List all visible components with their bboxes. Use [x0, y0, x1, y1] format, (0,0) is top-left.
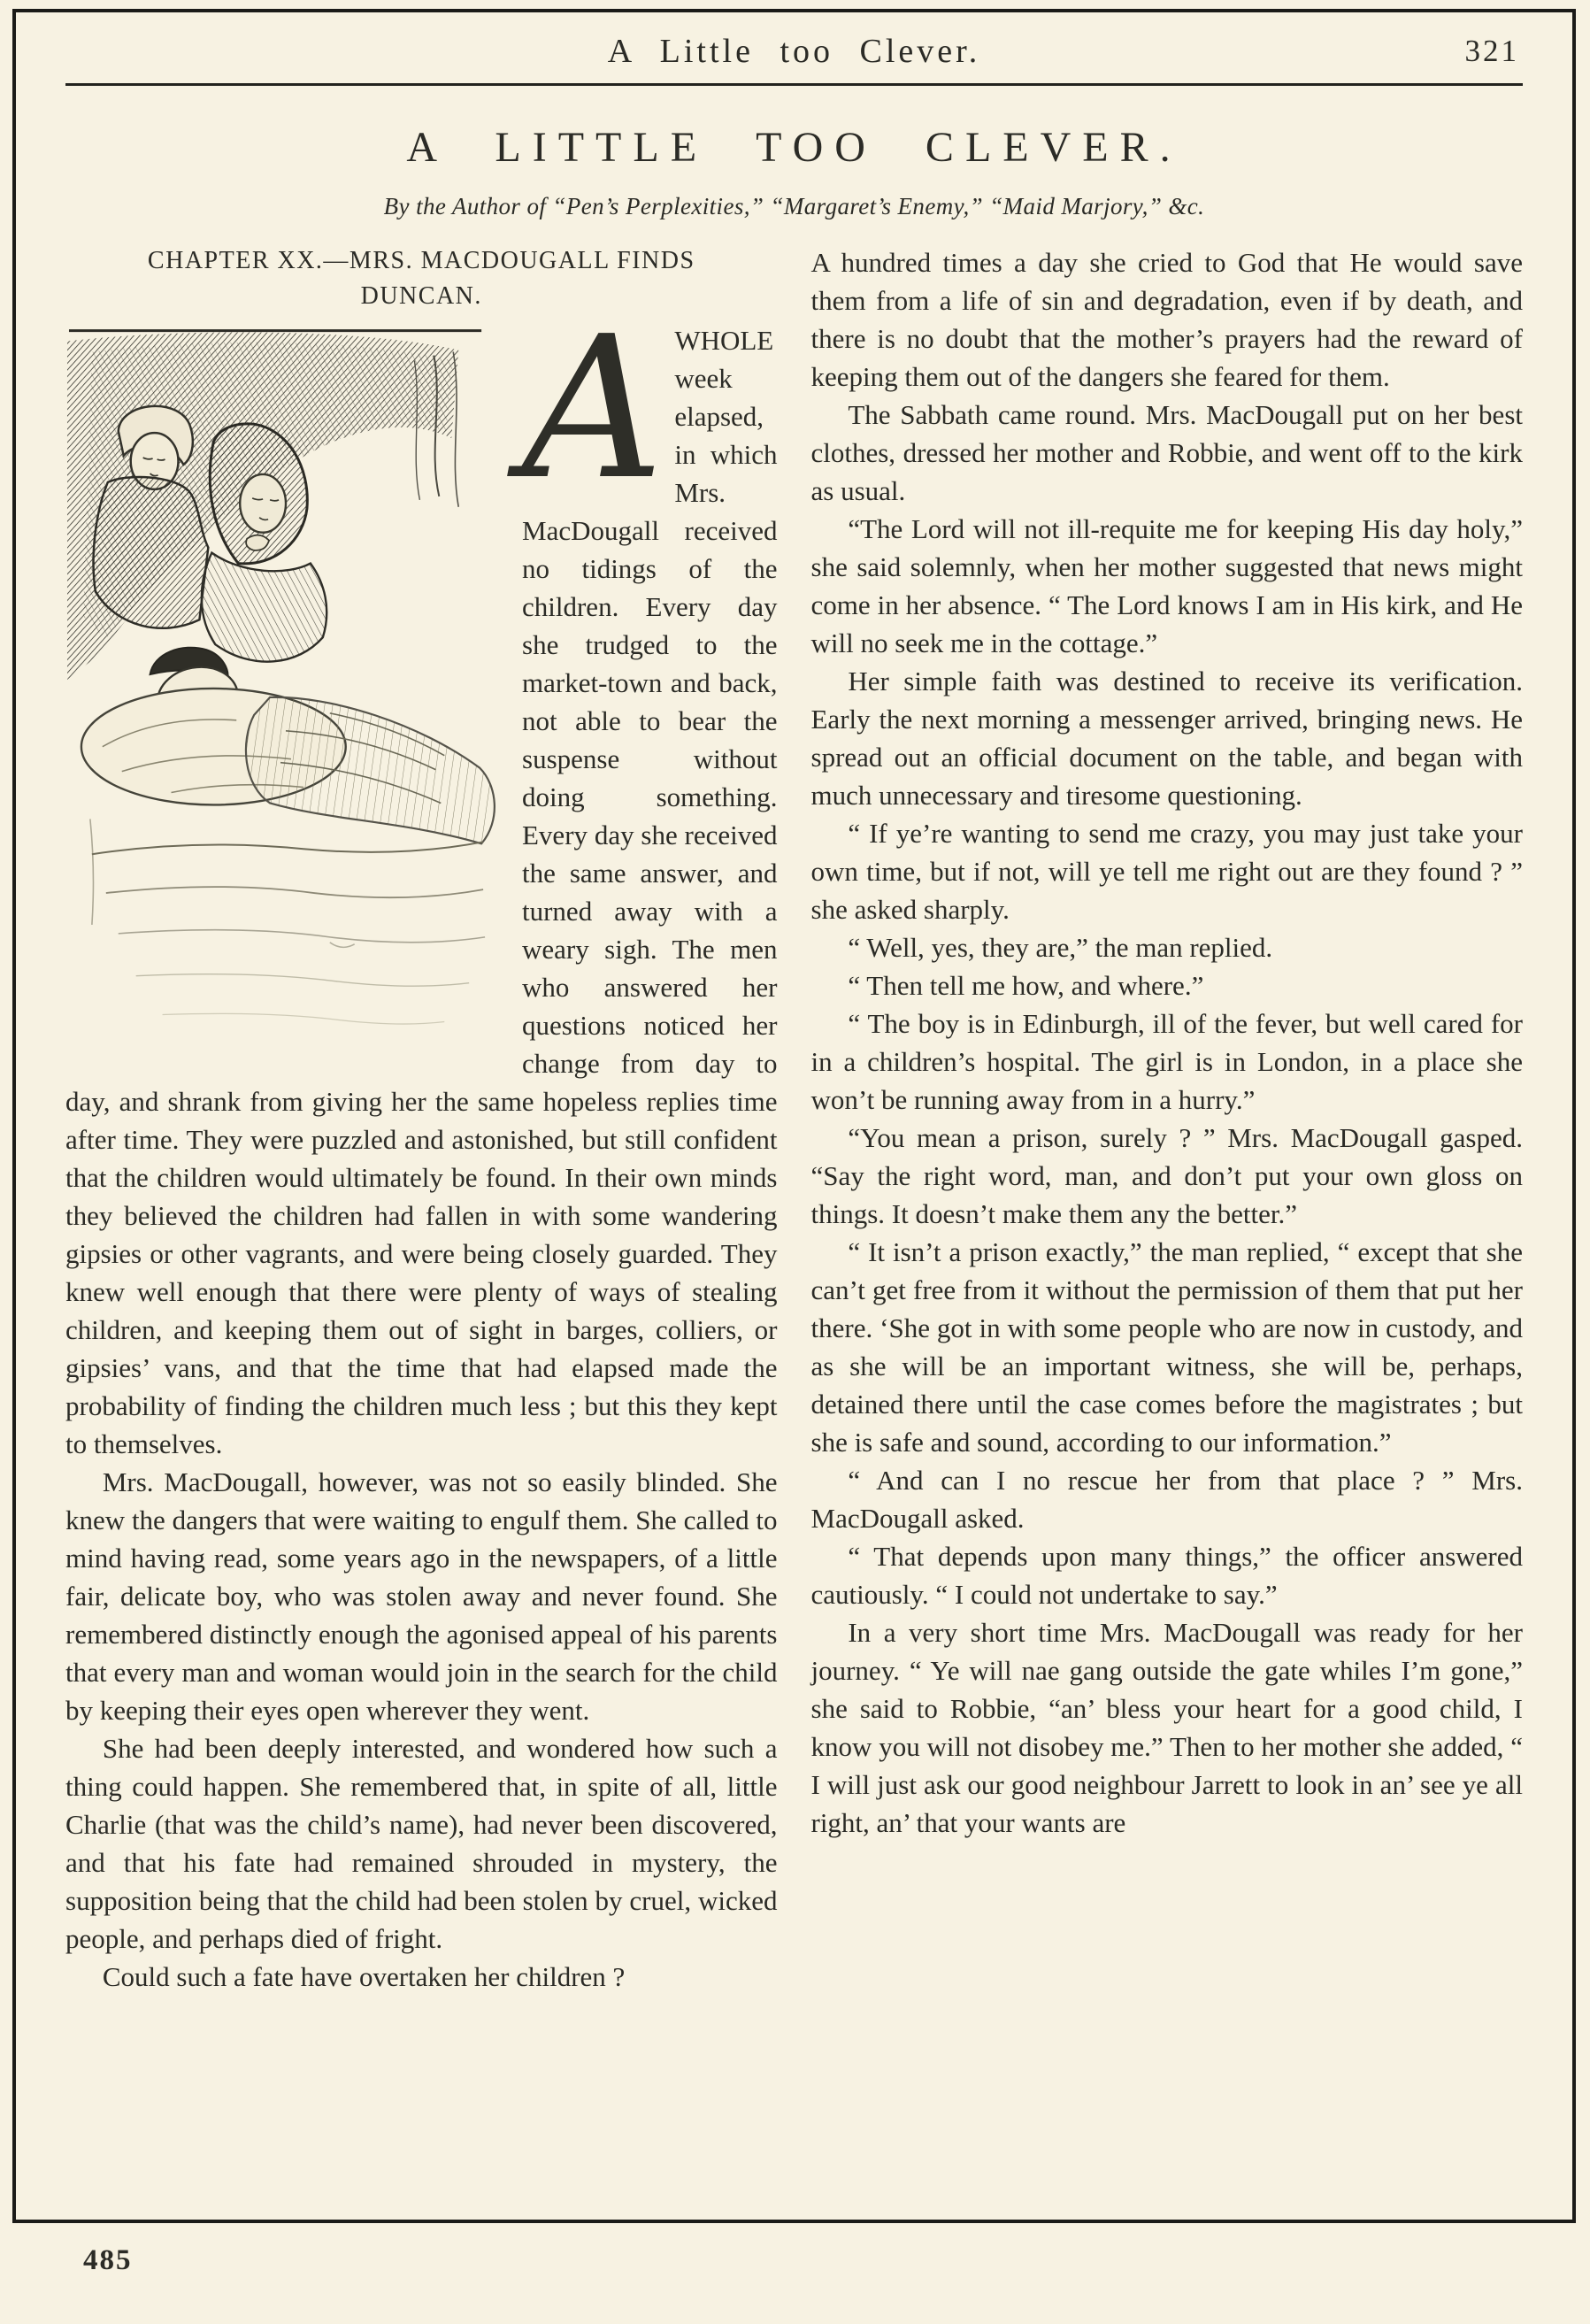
chapter-heading-line1: CHAPTER XX.—MRS. MACDOUGALL FINDS — [147, 247, 695, 274]
paragraph: The Sabbath came round. Mrs. MacDougall put on her best clothes, dressed her mother and Robbie, and went off to the kirk as usual. — [810, 399, 1523, 506]
bedside-engraving-illustration — [65, 325, 506, 1049]
chapter-heading — [65, 243, 778, 314]
paragraph: “The Lord will not ill-requite me for keeping His day holy,” she said solemnly, when her mother suggested that news might come in her absence. “ The Lord knows I am in His kirk, and He will no seek me in the cottage.” — [810, 513, 1523, 658]
folio-number: 485 — [83, 2244, 133, 2276]
paragraph: “ The boy is in Edinburgh, ill of the fever, but well cared for in a children’s hospital. The girl is in London, in a place she won’t be running away from in a hurry.” — [810, 1008, 1523, 1115]
paragraph: A hundred times a day she cried to God that He would save them from a life of sin and degradation, even if by death, and there is no doubt that the mother’s prayers had the reward of keeping them out of the dangers she feared for them. — [810, 247, 1523, 392]
text-columns — [65, 243, 1523, 1996]
paragraph: Could such a fate have overtaken her children ? — [102, 1961, 626, 1992]
paragraph: Her simple faith was destined to receive its verification. Early the next morning a messenger arrived, bringing news. He spread out an official document on the table, and began with much unnecessary and tiresome questioning. — [810, 666, 1523, 811]
paragraph: She had been deeply interested, and wondered how such a thing could happen. She remembered that, in spite of all, little Charlie (that was the child’s name), had never been discovered, and that his fate had remained shrouded in mystery, the supposition being that the child had been stolen by cruel, wicked people, and perhaps died of fright. — [65, 1733, 778, 1954]
paragraph-text: WHOLE week elapsed, in which Mrs. MacDougall received no tidings of the children. Every day she trudged to the market-town and back, not able to bear the suspense without doing something. Every day she received the same answer, and turned away with a weary sigh. The men who answered her questions noticed her change from day to day, and shrank from giving her the same hopeless replies time after time. They were puzzled and astonished, but still confident that the children would ultimately be found. In their own minds they believed the children had fallen in with some wandering gipsies or other vagrants, and were being closely guarded. They knew well enough that there were plenty of ways of stealing children, and keeping them out of sight in barges, colliers, or gipsies’ vans, and that the time that had elapsed made the probability of finding the children much less ; but this they kept to themselves. — [65, 325, 778, 1459]
paragraph: “ Then tell me how, and where.” — [848, 970, 1204, 1001]
paragraph: “ Well, yes, they are,” the man replied. — [848, 932, 1273, 963]
paragraph: Mrs. MacDougall, however, was not so easily blinded. She knew the dangers that were waiting to engulf them. She called to mind having read, some years ago in the newspapers, of a little fair, delicate boy, who was stolen away and never found. She remembered distinctly enough the agonised appeal of his parents that every man and woman would join in the search for the child by keeping their eyes open wherever they went. — [65, 1466, 778, 1726]
article-byline: By the Author of “Pen’s Perplexities,” “Margaret’s Enemy,” “Maid Marjory,” &c. — [383, 193, 1205, 219]
page-header — [65, 25, 1523, 86]
paragraph: “ It isn’t a prison exactly,” the man replied, “ except that she can’t get free from it without the permission of them that put her there. ‘She got in with some people who are now in custody, and as she will be an important witness, she will be, perhaps, detained there until the case comes before the magistrates ; but she is safe and sound, according to our information.” — [810, 1236, 1523, 1458]
page-number: 321 — [1464, 34, 1519, 68]
left-column — [65, 243, 778, 1996]
chapter-heading-line2: DUNCAN. — [360, 282, 482, 310]
paragraph: In a very short time Mrs. MacDougall was ready for her journey. “ Ye will nae gang outside the gate whiles I’m gone,” she said to Robbie, “an’ bless your heart for a good child, I know you will not disobey me.” Then to her mother she added, “ I will just ask our good neighbour Jarrett to look in an’ see ye all right, an’ that your wants are — [810, 1617, 1523, 1838]
right-column — [811, 243, 1524, 1996]
paragraph: “You mean a prison, surely ? ” Mrs. MacDougall gasped. “Say the right word, man, and don’t put your own gloss on things. It doesn’t make them any the better.” — [810, 1122, 1523, 1229]
paragraph: “ If ye’re wanting to send me crazy, you may just take your own time, but if not, will ye tell me right out are they found ? ” she asked sharply. — [810, 818, 1523, 925]
paragraph: “ That depends upon many things,” the officer answered cautiously. “ I could not undertake to say.” — [810, 1541, 1523, 1610]
sick-child-bedside-engraving — [65, 325, 506, 1049]
paragraph: “ And can I no rescue her from that place ? ” Mrs. MacDougall asked. — [810, 1465, 1523, 1534]
drop-cap-letter: A — [522, 295, 664, 523]
running-head: A Little too Clever. — [607, 33, 981, 70]
page-border-frame — [12, 9, 1576, 2223]
article-title: A LITTLE TOO CLEVER. — [406, 124, 1182, 171]
